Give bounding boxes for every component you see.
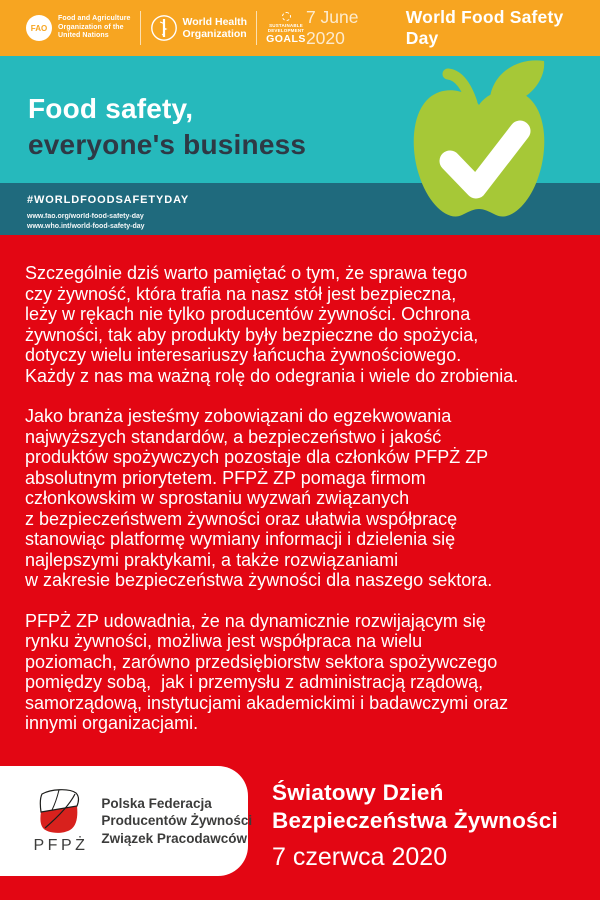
pfpz-acronym: PFPŻ	[33, 836, 89, 854]
who-line: Organization	[182, 28, 247, 40]
paragraph-2	[25, 406, 582, 591]
event-name: World Food Safety Day	[405, 7, 564, 48]
who-url: www.who.int/world-food-safety-day	[27, 222, 145, 230]
text-line: pomiędzy sobą, jak i przemysłu z administracją rządową,	[25, 672, 484, 692]
text-line: najlepszymi praktykami, a także rozwiązaniami	[25, 549, 399, 570]
paragraph-1	[25, 263, 582, 386]
pfpz-flag-icon	[37, 788, 81, 834]
footer-event-date: 7 czerwca 2020	[272, 843, 448, 871]
text-line: żywności, tak aby produkty były bezpieczne do spożycia,	[25, 324, 479, 345]
text-line: poziomach, zarówno przedsiębiorstw sektora spożywczego	[25, 651, 498, 672]
text-line: innymi organizacjami.	[25, 713, 199, 733]
fao-line: United Nations	[58, 32, 109, 40]
banner-title-line2: everyone's business	[28, 129, 307, 160]
text-line: stanowiąc platformę wymiany informacji i dzielenia się	[25, 529, 456, 549]
sdg-goals-text: GOALS	[266, 32, 306, 45]
who-logo	[150, 14, 248, 42]
fao-logo-text	[58, 15, 131, 41]
sdg-text: SUSTAINABLE	[269, 22, 303, 28]
banner-title	[28, 91, 306, 163]
org-name-line: Producentów Żywności	[101, 813, 253, 829]
apple-checkmark-graphic	[402, 57, 557, 232]
sdg-logo	[266, 12, 306, 45]
text-line: absolutnym priorytetem. PFPŻ ZP pomaga firmom	[25, 467, 426, 488]
footer-title-line2: Bezpieczeństwa Żywności	[272, 808, 558, 833]
fao-logo	[26, 15, 131, 41]
event-date: 7 June 2020	[305, 7, 359, 48]
pfpz-org-box	[0, 766, 253, 876]
text-line: leży w rękach nie tylko producentów żywności. Ochrona	[25, 304, 471, 324]
hashtag: #WORLDFOODSAFETYDAY	[27, 194, 190, 206]
who-logo-icon	[150, 14, 178, 42]
text-line: z bezpieczeństwem żywności oraz ułatwia współpracę	[25, 508, 458, 529]
text-line: dotyczy wielu interesariuszy łańcucha żywnościowego.	[25, 345, 462, 365]
org-name-line: Polska Federacja	[101, 795, 212, 811]
text-line: w zakresie bezpieczeństwa żywności dla naszego sektora.	[25, 570, 493, 590]
footer-event-block	[272, 779, 558, 872]
campaign-urls	[27, 212, 145, 231]
sdg-wreath-icon	[282, 12, 291, 21]
paragraph-3	[25, 611, 582, 734]
divider	[140, 11, 141, 45]
banner-title-line1: Food safety,	[28, 93, 194, 124]
text-line: Jako branża jesteśmy zobowiązani do egzekwowania	[25, 406, 452, 426]
sdg-text: DEVELOPMENT	[267, 27, 305, 33]
fao-line: Food and Agriculture	[58, 15, 131, 23]
top-bar	[0, 0, 600, 56]
footer-title-line1: Światowy Dzień	[272, 780, 444, 805]
who-logo-text	[183, 16, 248, 40]
text-line: najwyższych standardów, a bezpieczeństwo i jakość	[25, 426, 442, 447]
text-line: samorządową, instytucjami akademickimi i badawczymi oraz	[25, 692, 509, 713]
event-date-block	[306, 7, 588, 49]
text-line: czy żywność, która trafia na nasz stół jest bezpieczna,	[25, 283, 457, 304]
fao-line: Organization of the	[58, 23, 124, 31]
pfpz-logo	[30, 788, 88, 855]
text-line: PFPŻ ZP udowadnia, że na dynamicznie rozwijającym się	[25, 610, 486, 631]
fao-logo-icon: FAO	[26, 15, 52, 41]
logo-row	[12, 11, 306, 45]
org-name	[101, 795, 252, 848]
footer-event-title	[272, 779, 558, 835]
text-line: Szczególnie dziś warto pamiętać o tym, że sprawa tego	[25, 263, 468, 283]
text-line: członkowskim w sprostaniu wyzwań związanych	[25, 488, 410, 508]
who-line: World Health	[182, 16, 248, 28]
text-line: Każdy z nas ma ważną rolę do odegrania i wiele do zrobienia.	[25, 365, 519, 386]
divider	[256, 11, 257, 45]
text-line: rynku żywności, możliwa jest współpraca na wielu	[25, 631, 423, 651]
fao-url: www.fao.org/world-food-safety-day	[27, 213, 144, 220]
org-name-line: Związek Pracodawców	[101, 830, 247, 846]
text-line: produktów spożywczych pozostaje dla członków PFPŻ ZP	[25, 447, 489, 467]
